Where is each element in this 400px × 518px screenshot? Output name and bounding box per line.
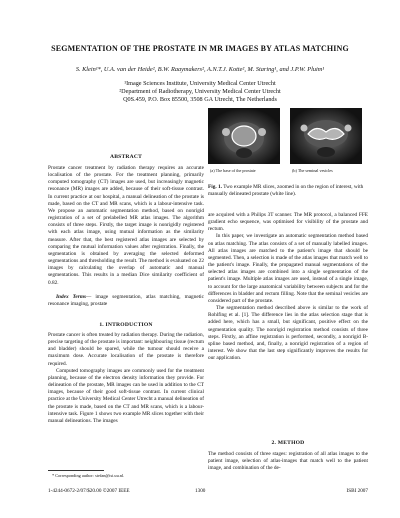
- introduction-body: [48, 332, 204, 425]
- copyright-line: 1-4244-0672-2/07/$20.00 ©2007 IEEE: [48, 488, 130, 494]
- right-paragraph-1: are acquired with a Philips 3T scanner. The MR protocol, a balanced FFE gradient echo sequence, was optimised for visibility of the prostate and rectum.: [208, 212, 368, 233]
- figure-caption: [208, 184, 368, 198]
- intro-paragraph-1: Prostate cancer is often treated by radiation therapy. During the radiation, precise targeting of the prostate is important: neighbouring tissue (rectum and bladder) should be spared, while the tumour should receive a maximum dose. Accurate localisation of the prostate is therefore required.: [48, 332, 204, 367]
- abstract-text: [48, 165, 204, 287]
- method-heading: 2. METHOD: [271, 440, 305, 446]
- author-list: S. Klein¹*, U.A. van der Heide², B.W. Raaymakers², A.N.T.J. Kotte², M. Staring¹, and J.P.W. Pluim¹: [75, 66, 325, 73]
- method-body: [208, 451, 368, 472]
- figure-subcaption-a: (a) The base of the prostate: [210, 168, 256, 173]
- abstract-paragraph: Prostate cancer treatment by radiation therapy requires an accurate localisation of the prostate. For the treatment planning, primarily computed tomography (CT) images are used, but increasingly magnetic resonance (MR) images are added, because of their soft-tissue contrast. In current practice at our hospital, a manual delineation of the prostate is made, based on the CT and MR scans, which is a labour-intensive task. We propose an automatic segmentation method, based on nonrigid registration of a set of prelabelled MR atlas images. The algorithm consists of three steps. Firstly, the target image is nonrigidly registered with each atlas image, using mutual information as the similarity measure. After that, the best registered atlas images are selected by comparing the mutual information values after registration. Finally, the segmentation is obtained by averaging the selected deformed segmentations and thresholding the result. The method is evaluated on 22 images by calculating the overlap of automatic and manual segmentations. This results in a median Dice similarity coefficient of 0.82.: [48, 165, 204, 286]
- index-terms-text: — image segmentation, atlas matching, magnetic resonance imaging, prostate: [48, 294, 204, 308]
- figure-image-b: [290, 108, 362, 164]
- method-paragraph-1: The method consists of three stages: registration of all atlas images to the patient image, selection of atlas-images that match well to the patient image, and combination of the de-: [208, 451, 368, 472]
- conference-name: ISBI 2007: [346, 488, 368, 494]
- paper-title: SEGMENTATION OF THE PROSTATE IN MR IMAGES BY ATLAS MATCHING: [51, 44, 349, 53]
- right-column-body: [208, 212, 368, 362]
- figure-image-a: [208, 108, 280, 164]
- figure-caption-label: Fig. 1.: [208, 184, 222, 190]
- footnote-rule: [48, 470, 104, 471]
- abstract-heading: ABSTRACT: [109, 154, 143, 160]
- introduction-heading: 1. INTRODUCTION: [99, 322, 153, 328]
- figure-subcaption-b: (b) The seminal vesicles: [292, 168, 333, 173]
- right-paragraph-3: The segmentation method described above is similar to the work of Rohlfing et al. [1]. The difference lies in the atlas selection stage that is added here, which has a small, but significant, positive effect on the segmentation quality. The nonrigid registration method consists of three steps. Firstly, an affine registration is performed, secondly, a nonrigid B-spline based method, and, finally, a nonrigid registration of a region of interest. We show that the last step significantly improves the results for our application.: [208, 305, 368, 362]
- index-terms: [48, 294, 204, 308]
- footnote: * Corresponding author: stefan@isi.uu.nl.: [52, 473, 125, 478]
- affiliation-2: ²Department of Radiotherapy, University Medical Center Utrecht: [119, 88, 281, 95]
- right-paragraph-2: In this paper, we investigate an automatic segmentation method based on atlas matching. The atlas consists of a set of manually labelled images. All atlas images are matched to the patient's image that should be segmented. Then, a selection is made of the atlas images that match well to the patient's image. Finally, the propagated manual segmentations of the selected atlas images are combined into a single segmentation of the patient's image. Multiple atlas images are used, instead of a single image, to account for the large anatomical variability between subjects and for the differences in bladder and rectum filling. Note that the seminal vesicles are considered part of the prostate.: [208, 233, 368, 304]
- page-number: 1300: [195, 488, 206, 494]
- intro-paragraph-2: Computed tomography images are commonly used for the treatment planning, because of the electron density information they provide. For delineation of the prostate, MR images can be used in addition to the CT images, because of their good soft-tissue contrast. In current clinical practice at the University Medical Center Utrecht a manual delineation of the prostate is made, based on the CT and MR scans, which is a labour-intensive task. Figure 1 shows two example MR slices together with their manual delineations. The images: [48, 367, 204, 424]
- affiliation-1: ¹Image Sciences Institute, University Medical Center Utrecht: [124, 80, 276, 87]
- index-terms-label: Index Terms: [56, 294, 87, 300]
- affiliation-3: Q0S.459, P.O. Box 85500, 3508 GA Utrecht, The Netherlands: [123, 96, 277, 103]
- figure-caption-text: Two example MR slices, zoomed in on the region of interest, with manually delineated prostate (white line).: [208, 184, 364, 197]
